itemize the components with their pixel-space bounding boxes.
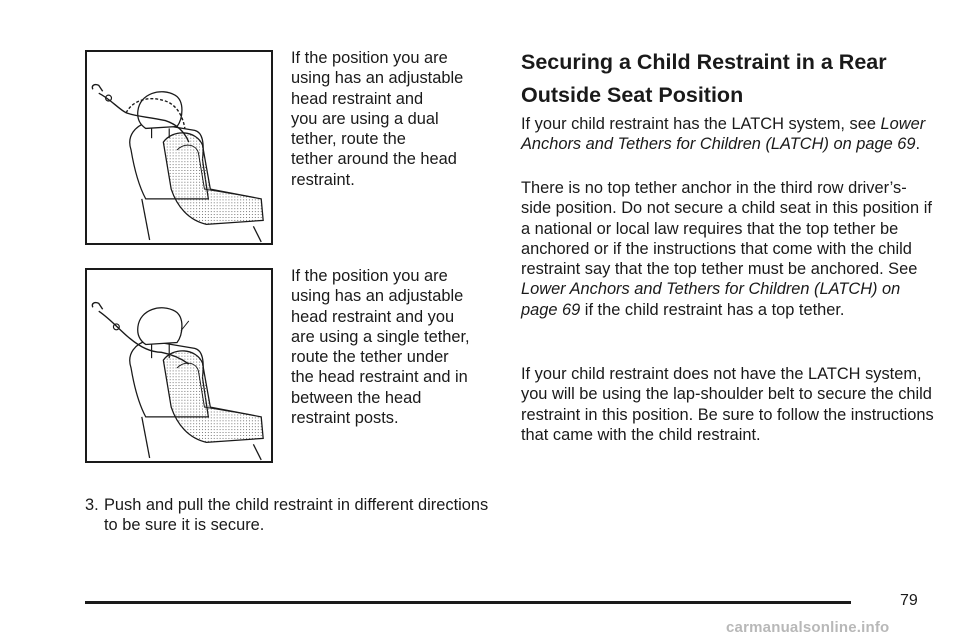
footer-rule — [85, 601, 851, 604]
step-3 — [85, 495, 495, 536]
watermark: carmanualsonline.info — [726, 619, 890, 636]
dual-tether-illustration — [85, 50, 273, 245]
latch-paragraph-end: . — [915, 135, 921, 154]
seat-single-tether-icon — [87, 270, 271, 461]
third-row-page-link[interactable]: Lower Anchors and Tethers for Children (LATCH) on page 69 — [521, 280, 901, 319]
latch-page-link[interactable]: Lower Anchors and Tethers for Children (LATCH) on page 69 — [521, 115, 926, 154]
third-row-paragraph — [521, 178, 936, 320]
third-row-paragraph-text: There is no top tether anchor in the third row driver’s-side position. Do not secure a child seat in this position if a national or local law requires that the top tether be anchored or if the instructions that come with the child restraint say that the top tether must be anchored. See — [521, 179, 932, 279]
single-tether-caption: If the position you are using has an adjustable head restraint and you are using a single tether, route the tether under the head restraint and in between the head restraint posts. — [291, 267, 470, 428]
section-heading: Securing a Child Restraint in a Rear Outside Seat Position — [521, 50, 887, 107]
seat-dual-tether-icon — [87, 52, 271, 243]
dual-tether-caption: If the position you are using has an adjustable head restraint and you are using a dual tether, route the tether around the head restraint. — [291, 49, 464, 189]
latch-paragraph-text: If your child restraint has the LATCH system, see — [521, 115, 881, 133]
page-number: 79 — [900, 592, 918, 609]
third-row-paragraph-end: if the child restraint has a top tether. — [580, 300, 845, 319]
step-text: Push and pull the child restraint in different directions to be sure it is secure. — [104, 496, 489, 535]
step-number: 3. — [85, 496, 99, 514]
single-tether-illustration — [85, 268, 273, 463]
latch-paragraph — [521, 114, 936, 155]
lap-shoulder-paragraph: If your child restraint does not have the LATCH system, you will be using the lap-shoulder belt to secure the child restraint in this position. Be sure to follow the instructions that came with the child restraint. — [521, 365, 934, 444]
